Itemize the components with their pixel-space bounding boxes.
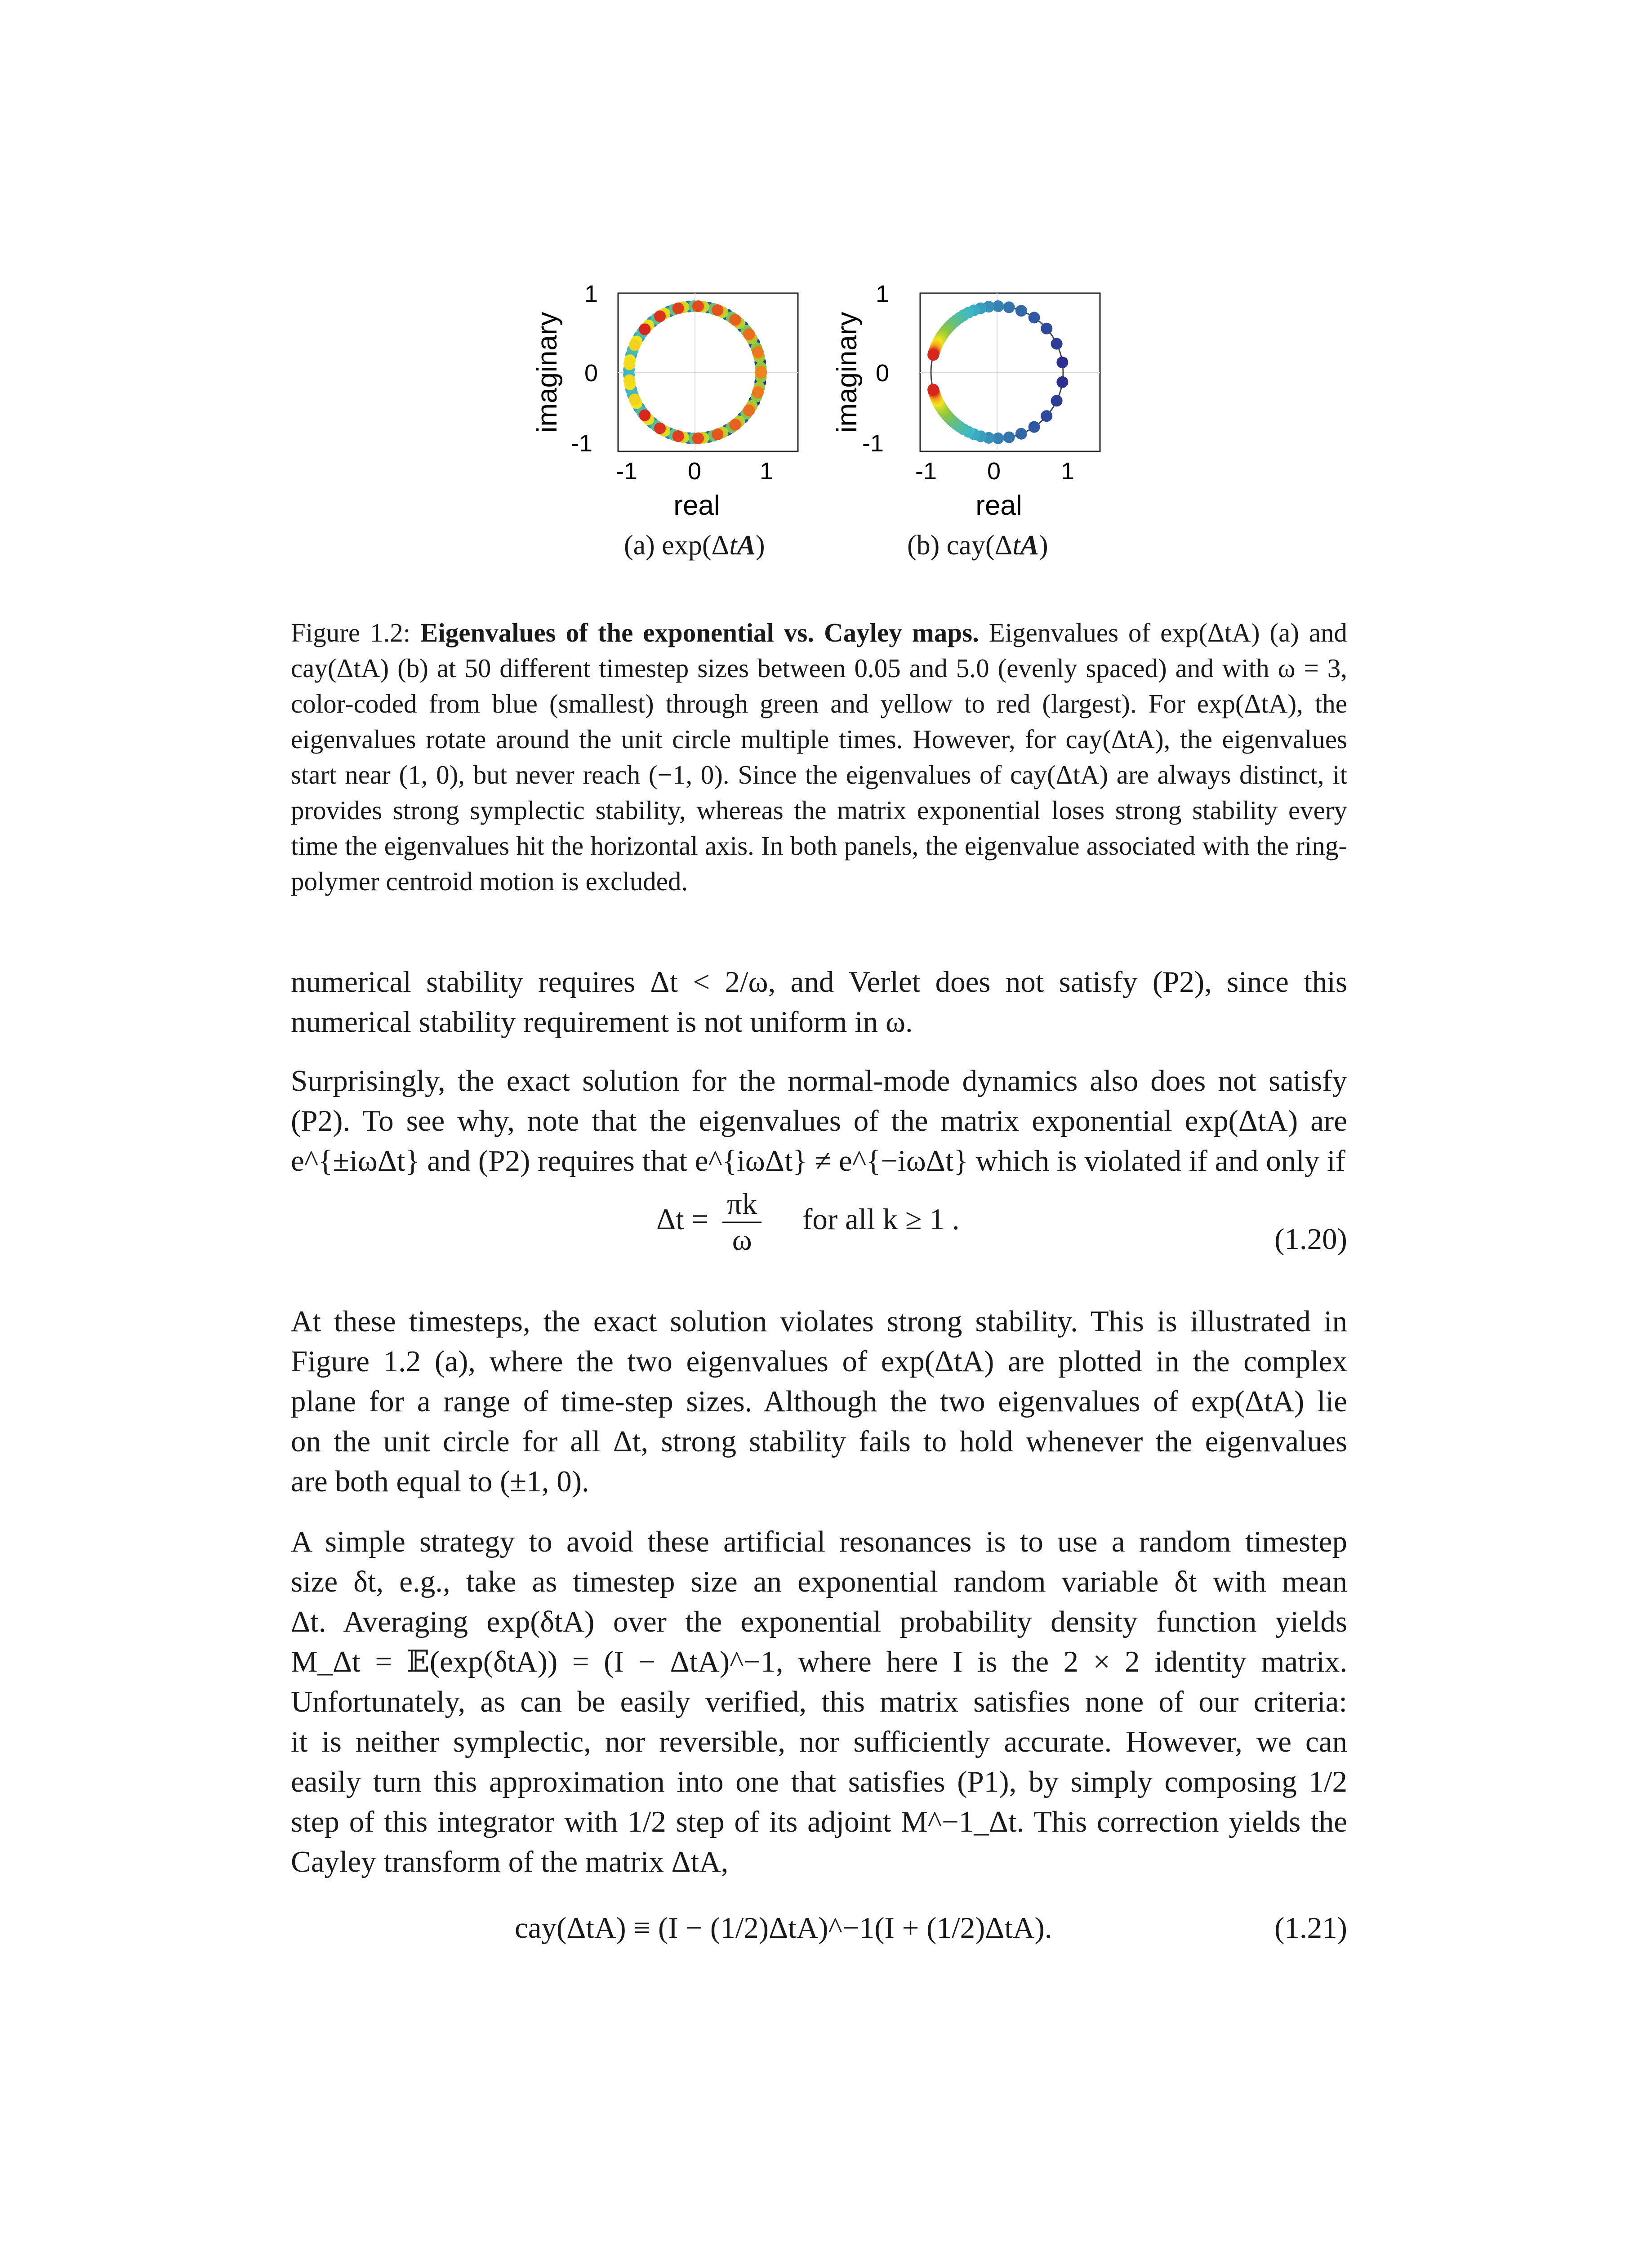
panel-b-xtick-1: 1 (1061, 458, 1075, 485)
eigenvalue-point (755, 367, 767, 379)
eigenvalue-point (623, 358, 635, 370)
eigenvalue-point (743, 405, 755, 416)
eigenvalue-point (1056, 357, 1068, 368)
panel-b-ytick-m1: -1 (862, 430, 884, 457)
eq120-numerator: πk (722, 1187, 761, 1223)
eigenvalue-point (672, 430, 684, 442)
eigenvalue-point (1015, 428, 1027, 440)
figure-caption-label: Figure 1.2: (291, 618, 411, 647)
eq120-fraction (722, 1187, 761, 1258)
eigenvalue-point (629, 393, 641, 405)
eigenvalue-point (927, 384, 939, 396)
p3-line: on the unit circle for all Δt, strong stability fails to hold whenever the eigenvalues (291, 1425, 1347, 1458)
eigenvalue-point (1051, 338, 1063, 350)
figure-1-2 (0, 252, 1652, 593)
p4-line: step of this integrator with 1/2 step of its adjoint M^−1_Δt. This correction yields the (291, 1805, 1347, 1838)
panel-a (532, 281, 798, 521)
p4-line: M_Δt = 𝔼(exp(δtA)) = (I − ΔtA)^−1, where here I is the 2 × 2 identity matrix. (291, 1645, 1347, 1678)
p1-line: numerical stability requirement is not uniform in ω. (291, 1005, 913, 1039)
p3-line: Figure 1.2 (a), where the two eigenvalues of exp(ΔtA) are plotted in the complex (291, 1345, 1347, 1378)
panel-a-xtick-m1: -1 (616, 458, 638, 485)
panel-a-xtick-0: 0 (688, 458, 702, 485)
eigenvalue-point (712, 304, 723, 316)
eigenvalue-point (623, 375, 635, 386)
eigenvalue-point (654, 310, 666, 322)
panel-b-ytick-0: 0 (876, 360, 890, 387)
panel-b-caption: (b) cay(ΔtA) (907, 530, 1048, 561)
panel-a-caption: (a) exp(ΔtA) (624, 530, 765, 561)
eigenvalue-point (692, 433, 704, 444)
p4-line: A simple strategy to avoid these artificial resonances is to use a random timestep (291, 1525, 1347, 1558)
p3-line: are both equal to (±1, 0). (291, 1465, 589, 1498)
panel-b-xtick-0: 0 (987, 458, 1001, 485)
panel-b-ytick-1: 1 (876, 281, 890, 308)
eigenvalue-point (1003, 301, 1015, 313)
eigenvalue-point (1029, 421, 1040, 433)
eigenvalue-point (639, 410, 650, 421)
eigenvalue-point (639, 323, 650, 335)
eigenvalue-point (1015, 305, 1027, 317)
paragraph-4 (291, 1522, 1347, 1882)
panel-a-ylabel: imaginary (532, 312, 563, 433)
p2-line: Surprisingly, the exact solution for the normal-mode dynamics also does not satisfy (291, 1064, 1347, 1097)
paragraph-3 (291, 1302, 1347, 1502)
p4-line: it is neither symplectic, nor reversible, nor sufficiently accurate. However, we can (291, 1725, 1347, 1758)
eigenvalue-point (1051, 395, 1063, 406)
p3-line: At these timesteps, the exact solution violates strong stability. This is illustrated in (291, 1305, 1347, 1338)
eigenvalue-point (752, 387, 764, 398)
p2-line: (P2). To see why, note that the eigenvalues of the matrix exponential exp(ΔtA) are (291, 1104, 1347, 1137)
panel-b-ylabel: imaginary (832, 312, 863, 433)
panel-b (832, 281, 1100, 521)
equation-1-20 (656, 1187, 959, 1258)
p4-line: Cayley transform of the matrix ΔtA, (291, 1845, 729, 1878)
panel-b-xtick-m1: -1 (915, 458, 937, 485)
p4-line: Unfortunately, as can be easily verified, this matrix satisfies none of our criteria: (291, 1685, 1347, 1718)
p3-line: plane for a range of time-step sizes. Although the two eigenvalues of exp(ΔtA) lie (291, 1385, 1347, 1418)
eigenvalue-point (672, 303, 684, 314)
figure-caption-bold: Eigenvalues of the exponential vs. Cayley maps. (420, 618, 979, 647)
eigenvalue-point (927, 349, 939, 361)
eigenvalue-point (729, 314, 741, 326)
eigenvalue-point (654, 423, 666, 434)
eigenvalue-point (752, 346, 764, 358)
eigenvalue-point (1056, 376, 1068, 388)
eigenvalue-point (1029, 312, 1040, 323)
eigenvalue-point (1041, 410, 1052, 422)
eigenvalue-point (712, 428, 723, 440)
p4-line: easily turn this approximation into one that satisfies (P1), by simply composing 1/2 (291, 1765, 1347, 1798)
eigenvalue-point (1041, 323, 1052, 335)
p4-line: size δt, e.g., take as timestep size an exponential random variable δt with mean (291, 1565, 1347, 1598)
paragraph-1 (291, 962, 1347, 1042)
eq120-condition: for all k ≥ 1 . (802, 1202, 960, 1236)
figure-caption-text: Eigenvalues of exp(ΔtA) (a) and cay(ΔtA) (b) at 50 different timestep sizes between 0.05 and 5.0 (evenly spaced) and with ω = 3, color-coded from blue (smallest) through green and yellow to red (largest). For exp(ΔtA), the eigenvalues rotate around the unit circle multiple times. However, for cay(ΔtA), the eigenvalues start near (1, 0), but never reach (−1, 0). Since the eigenvalues of cay(ΔtA) are always distinct, it provides strong symplectic stability, whereas the matrix exponential loses strong stability every time the eigenvalues hit the horizontal axis. In both panels, the eigenvalue associated with the ring-polymer centroid motion is excluded. (291, 618, 1348, 896)
figure-caption (291, 615, 1347, 899)
eq120-denominator: ω (732, 1223, 752, 1257)
eigenvalue-point (729, 419, 741, 431)
panel-a-xtick-1: 1 (760, 458, 774, 485)
equation-1-21: cay(ΔtA) ≡ (I − (1/2)ΔtA)^−1(I + (1/2)ΔtA). (515, 1911, 1052, 1945)
panel-a-ytick-1: 1 (584, 281, 598, 308)
panel-a-ytick-0: 0 (584, 360, 598, 387)
p1-line: numerical stability requires Δt < 2/ω, and Verlet does not satisfy (P2), since this (291, 965, 1347, 999)
paragraph-2 (291, 1061, 1347, 1181)
p2-line: e^{±iωΔt} and (P2) requires that e^{iωΔt} ≠ e^{−iωΔt} which is violated if and only if (291, 1144, 1345, 1178)
eigenvalue-point (1003, 432, 1015, 443)
panel-a-xlabel: real (673, 490, 720, 521)
eq120-lhs: Δt = (656, 1202, 709, 1236)
eigenvalue-point (743, 328, 755, 340)
equation-number-1-20: (1.20) (1274, 1222, 1347, 1256)
p4-line: Δt. Averaging exp(δtA) over the exponential probability density function yields (291, 1605, 1347, 1638)
panel-b-xlabel: real (975, 490, 1022, 521)
eigenvalue-point (629, 339, 641, 351)
panel-a-ytick-m1: -1 (571, 430, 593, 457)
equation-number-1-21: (1.21) (1274, 1911, 1347, 1945)
eigenvalue-point (692, 300, 704, 312)
